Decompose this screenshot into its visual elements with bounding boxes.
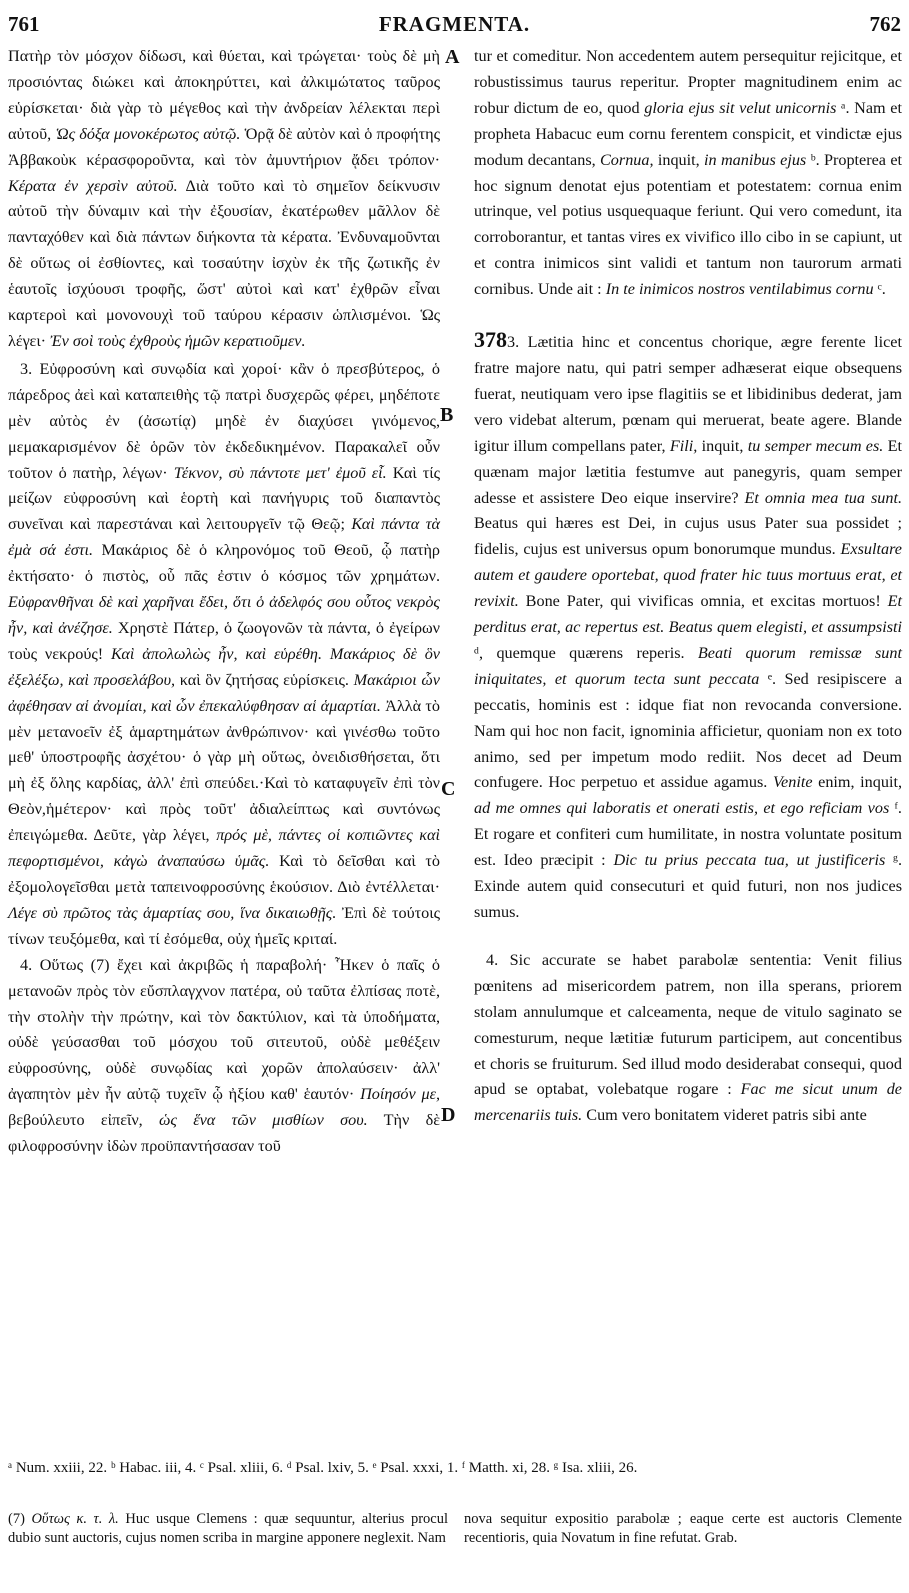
greek-quote: Καὶ πάντα τὰ ἐμὰ σά ἐστι. [8, 515, 440, 560]
latin-quote: Dic tu prius peccata tua, ut justificeris [613, 851, 886, 870]
greek-quote: Καὶ ἀπολωλὼς ἦν, καὶ εὑρέθη. Μακάριος δὲ ὃν ἐξελέξω, καὶ προσελάβου, [8, 644, 440, 689]
latin-quote: Et perditus erat, ac repertus est. Beatus quem elegisti, et assumpsisti [474, 592, 902, 637]
latin-paragraph-4 [474, 948, 902, 1129]
latin-quote: tu semper mecum es. [747, 436, 884, 455]
greek-text: Μακάριος δὲ ὁ κληρονόμος τοῦ Θεοῦ, ᾧ πατὴρ ἐκτήσατο· ὁ πιστὸς, οὗ πᾶς ἐστιν ὁ κόσμος τῶν χρημάτων. [8, 541, 440, 586]
latin-quote: Cornua, [600, 150, 654, 169]
footnote-marker: ᶜ. [873, 280, 886, 299]
greek-text: Τὴν δὲ φιλοφροσύνην ἰδὼν προϋπαντήσασαν τοῦ [8, 1111, 440, 1156]
editor-note-right: nova sequitur expositio parabolæ ; eaque certe est auctoris Clemente recentioris, quia Novatum in fine refutat. Grab. [464, 1511, 902, 1546]
greek-text: 3. Εὐφροσύνη καὶ συνῳδία καὶ χοροί· κἂν ὁ πρεσβύτερος, ὁ πάρεδρος ἀεὶ καὶ καταπειθὴς τῷ πατρὶ δυσχερῶς φέρει, μηδέποτε μὲν αὐτὸς ἐν (ἀσωτίᾳ) μηδὲ ἐν διαχύσει γινόμενος, μεμακαρισμένον δὲ ὁρῶν τὸν ἐκδεδικημένον. Παρακαλεῖ οὖν τοῦτον ὁ πατὴρ, λέγων· [8, 359, 440, 482]
latin-text: Nam et propheta Habacuc eum cornu ferentem conspicit, et vindictæ ejus modum decantans, [474, 98, 902, 169]
latin-quote: In te inimicos nostros ventilabimus cornu [605, 280, 874, 299]
editor-note-left [8, 1510, 448, 1548]
footnote-marker: ᵇ. [806, 150, 820, 169]
greek-quote: Τέκνον, σὺ πάντοτε μετ' ἐμοῦ εἶ. [173, 463, 387, 482]
greek-quote: πρός μὲ, πάντες οἱ κοπιῶντες καὶ πεφορτισμένοι, κἀγὼ ἀναπαύσω ὑμᾶς. [8, 826, 440, 871]
greek-quote: Ὡς δόξα μονοκέρωτος αὐτῷ. [55, 124, 241, 143]
latin-text: 4. Sic accurate se habet parabolæ sententia: Venit filius pœnitens ad misericordem patrem, non illa sperans, priorem stolam annulumque et calceamenta, neque de vitulo saginato se comesturum, neque lætitiæ futurum participem, aut concentibus et choris se fruiturum. Sed illud modo desiderabat consequi, quod apud se optabat, volebatque rogare : [474, 950, 902, 1099]
latin-quote: Venite [772, 773, 813, 792]
greek-text: 4. Οὕτως (7) ἔχει καὶ ἀκριβῶς ἡ παραβολή· Ἧκεν ὁ παῖς ὁ μετανοῶν πρὸς τὸν εὔσπλαγχνον πατέρα, οὐ ταῦτα ἐλπίσας ποτὲ, τὴν στολὴν τὴν πρώτην, καὶ τὸν δακτύλιον, καὶ τὰ ὑποδήματα, οὐδὲ γεύσασθαι τοῦ μόσχου τοῦ σιτευτοῦ, οὐδὲ μεθέξειν εὐφροσύνης, οὐδὲ συνῳδίας καὶ χορῶν ἀπολαύσειν· ἀλλ' ἀγαπητὸν μὲν ἦν αὐτῷ τυχεῖν ᾧ ἠξίου καθ' ἑαυτόν· [8, 955, 440, 1104]
latin-text: Et quænam major lætitia festumve aut panegyris, quam semper adesse et assistere Deo eique inservire? [474, 436, 903, 507]
greek-text: βεβούλευτο εἰπεῖν, [8, 1111, 159, 1130]
greek-quote: Ἐν σοὶ τοὺς ἐχθροὺς ἡμῶν κερατιοῦμεν. [50, 331, 306, 350]
greek-text: Πατὴρ τὸν μόσχον δίδωσι, καὶ θύεται, καὶ τρώγεται· τοὺς δὲ μὴ προσιόντας διώκει καὶ ἀποκηρύττει, καὶ ἀλκιμώτατος ταῦρος εὑρίσκεται· διὰ γὰρ τὸ μέγεθος καὶ τὴν ἀνδρείαν λέλεκται περὶ αὐτοῦ, [8, 47, 440, 143]
latin-text: Propterea et hoc signum denotat ejus potentiam et potestatem: cornua enim utrinque, vel potius usquequaque feriunt. Qui vero comedunt, ita corroborantur, et tantas vires ex vivifico illo cibo in se capiunt, ut et contra inimicos sint validi et tantum non taurorum armati cornibus. Unde ait : [474, 150, 903, 299]
latin-text: enim, inquit, [812, 773, 902, 792]
latin-text: inquit, [653, 150, 705, 169]
greek-paragraph-3 [8, 357, 440, 953]
margin-letter-d: D [441, 1104, 456, 1126]
greek-text: Χρηστὲ Πάτερ, ὁ ζωογονῶν τὰ πάντα, ὁ ἐγείρων τοὺς νεκρούς! [8, 618, 440, 663]
greek-text: Διὰ τοῦτο καὶ τὸ σημεῖον δείκνυσιν αὐτοῦ τὴν δύναμιν καὶ τὴν ἐξουσίαν, ἑκατέρωθεν μᾶλλον δὲ πανταχόθεν καὶ διὰ πάντων διήκοντα τὰ κέρατα. Ἐνδυναμοῦνται δὲ οὕτως οἱ ἐσθίοντες, καὶ τοσαύτην ἰσχὺν ἐκ τῆς ζωτικῆς ἐν ἑαυτοῖς ἰσχύουσι τροφῆς, ὥστ' αὐτοὶ καὶ κατ' ἐχθρῶν εἶναι καρτεροὶ καὶ μονονουχὶ τοῦ ταύρου κέρασιν ὡπλισμένοι. Ὡς λέγει· [8, 176, 440, 350]
greek-text: Καὶ τίς μείζων εὐφροσύνη καὶ ἑορτὴ καὶ πανήγυρις τοῦ διαπαντὸς συνεῖναι καὶ παρεστάναι καὶ λειτουργεῖν τῷ Θεῷ; [8, 463, 440, 534]
latin-quote: ad me omnes qui laboratis et onerati estis, et ego reficiam vos [474, 799, 890, 818]
greek-text: Ἀλλὰ τὸ μὲν μετανοεῖν ἐξ ἁμαρτημάτων ἀνθρώπινον· καὶ γινέσθω τοῦτο μεθ' ὑποστροφῆς ἀσχέτου· ὁ γὰρ μὴ οὕτως, ὀνειδισθήσεται, ὅτι μὴ ἐξ ὅλης καρδίας, ἀλλ' ἐπὶ σπεύδει.·Καὶ τὸ καταφυγεῖν ἐπὶ τὸν Θεὸν,ἡμέτερον· καὶ πρὸς τοῦτ' ἀδιαλείπτως καὶ συντόνως ἐπειγώμεθα. Δεῦτε, γὰρ λέγει, [8, 696, 441, 845]
greek-quote: Εὐφρανθῆναι δὲ καὶ χαρῆναι ἔδει, ὅτι ὁ ἀδελφός σου οὗτος νεκρὸς ἦν, καὶ ἀνέζησε. [8, 593, 440, 637]
footnote-marker: ᵍ. [885, 851, 903, 870]
latin-text: Exinde autem quid consecuturi et quid futuri, non nos judices sumus. [474, 877, 902, 921]
footnote-marker: ᵃ. [836, 98, 850, 117]
column-number: 378 [474, 327, 507, 353]
latin-paragraph-1 [474, 44, 902, 303]
left-page-number: 761 [8, 12, 40, 36]
greek-quote: Ποίησόν με, [360, 1085, 441, 1104]
latin-text: tur et comeditur. Non accedentem autem persequitur rejicitque, et robustissimus taurus reperitur. Propter magnitudinem enim ac robur dictum de eo, quod [474, 47, 902, 117]
greek-text: καὶ ὃν ζητήσας εὑρίσκεις. [175, 670, 354, 689]
latin-text: Bone Pater, qui vivificas omnia, et excitas mortuos! [518, 592, 888, 611]
note-lemma: Οὕτως κ. τ. λ. [31, 1511, 119, 1527]
note-number: (7) [8, 1511, 32, 1527]
latin-text: Et rogare et confiteri cum humilitate, in nostra voluntate positum est. Ideo præcipit : [474, 825, 902, 870]
running-head [8, 12, 901, 38]
greek-text: Ὁρᾷ δὲ αὐτὸν καὶ ὁ προφήτης Ἀββακοὺκ κέρασφοροῦντα, καὶ τὸν ἀμυντήριον ᾄδει τρόπον· [8, 124, 441, 169]
greek-paragraph-4 [8, 953, 440, 1160]
latin-quote: Beati quorum remissæ sunt iniquitates, et quorum tecta sunt peccata [474, 643, 902, 688]
latin-quote: Fac me sicut unum de mercenariis tuis. [474, 1080, 902, 1125]
margin-letter-c: C [441, 778, 456, 800]
margin-letter-a: A [445, 46, 460, 68]
greek-quote: ὡς ἕνα τῶν μισθίων σου. [158, 1111, 368, 1130]
scripture-references: ᵃ Num. xxiii, 22. ᵇ Habac. iii, 4. ᶜ Psal. xliii, 6. ᵈ Psal. lxiv, 5. ᵉ Psal. xxxi, 1. ᶠ Matth. xi, 28. ᵍ Isa. xliii, 26. [8, 1460, 638, 1476]
latin-text: Beatus qui hæres est Dei, in cujus usus Pater sua possidet ; fidelis, cujus est universus opum bonorumque mundus. [474, 514, 902, 559]
latin-text: Sed resipiscere a peccatis, hominis est : idque fiat non revocanda conversione. Nam qui hoc non facit, ignominia afficietur, quoniam non ex toto animo, sed per impetum modo rediit. Nos decet ad Deum confugere. Hoc perpetuo et assidue agamus. [474, 669, 903, 792]
greek-paragraph-1 [8, 44, 440, 355]
latin-text: Cum vero bonitatem videret patris sibi ante [582, 1106, 867, 1125]
running-title: FRAGMENTA. [378, 12, 531, 36]
right-page-number: 762 [869, 12, 901, 36]
latin-quote: Fili, [669, 436, 698, 455]
greek-quote: Κέρατα ἐν χερσὶν αὐτοῦ. [8, 176, 178, 195]
latin-column [474, 44, 902, 1129]
greek-quote: Λέγε σὺ πρῶτος τὰς ἁμαρτίας σου, ἵνα δικαιωθῇς. [8, 903, 337, 922]
latin-paragraph-3 [474, 327, 902, 926]
greek-text: Καὶ τὸ δεῖσθαι καὶ τὸ ἐξομολογεῖσθαι μετὰ ταπεινοφροσύνης ἑκούσιον. Διὸ ἐντέλλεται· [8, 852, 441, 896]
footnote-marker: ᵉ. [759, 669, 777, 688]
latin-quote: in manibus ejus [704, 150, 807, 169]
latin-quote: gloria ejus sit velut unicornis [644, 98, 837, 117]
greek-text: Ἐπὶ δὲ τούτοις τίνων τευξόμεθα, καὶ τί ἐσόμεθα, οὐχ ἡμεῖς κριταί. [8, 903, 440, 948]
latin-text: 3. Lætitia hinc et concentus chorique, ægre ferente licet fratre majore natu, qui patri semper adhæserat eique obsequens fuerat, neutiquam vero ipse flagitiis se et libidinibus dederat, jam vero videbat alterum, pœnam qui meruerat, beate agere. Blande igitur illum compellans pater, [474, 333, 902, 455]
margin-letter-b: B [440, 404, 454, 426]
latin-text: inquit, [697, 436, 748, 455]
note-text: Huc usque Clemens : quæ sequuntur, alterius procul dubio sunt auctoris, cujus nomen scriba in margine apponere neglexit. Nam [8, 1511, 448, 1546]
footnote-marker: ᵈ, [474, 643, 484, 662]
greek-quote: Μακάριοι ὧν ἀφέθησαν αἱ ἀνομίαι, καὶ ὧν ἐπεκαλύφθησαν αἱ ἁμαρτίαι. [8, 670, 440, 715]
latin-text: quemque quærens reperis. [483, 643, 698, 662]
greek-column [8, 44, 440, 1160]
latin-quote: Et omnia mea tua sunt. [744, 488, 902, 507]
footnote-marker: ᶠ. [889, 799, 902, 818]
latin-quote: Exsultare autem et gaudere oportebat, quod frater hic tuus mortuus erat, et revixit. [474, 540, 902, 611]
